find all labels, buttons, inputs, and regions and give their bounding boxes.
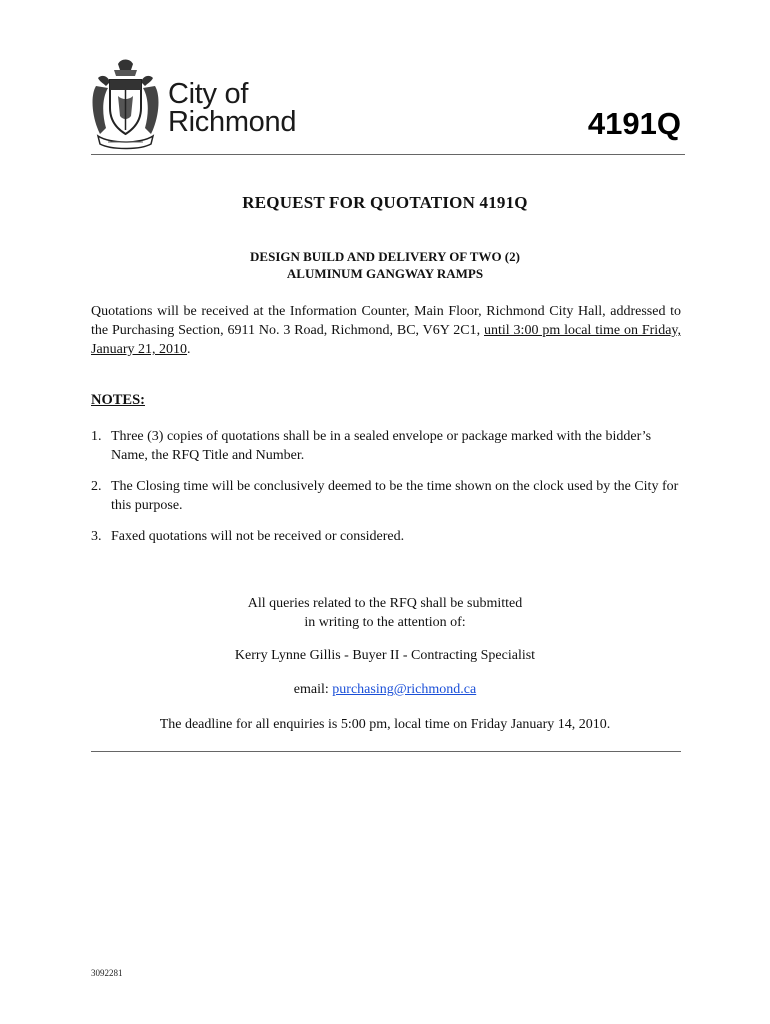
subtitle-line-2: ALUMINUM GANGWAY RAMPS (286, 266, 484, 281)
logo-line-richmond: Richmond (168, 106, 297, 138)
list-item-text: The Closing time will be conclusively deemed to be the time shown on the clock used by the City for this purpose. (111, 479, 679, 513)
list-item (91, 527, 681, 546)
document-id: 3092281 (91, 968, 123, 978)
list-item-number: 2. (91, 479, 102, 494)
intro-text: Quotations will be received at the Information Counter, Main Floor, Richmond City Hall, addressed to the Purchasing Section, 6911 No. 3 Road, Richmond, BC, V6Y 2C1, (91, 304, 681, 338)
email-link[interactable]: purchasing@richmond.ca (332, 682, 477, 697)
footer-divider (91, 751, 681, 752)
intro-deadline: until 3:00 pm local time on Friday, January 21, 2010 (91, 323, 681, 357)
email-label: email: (293, 682, 333, 697)
header-divider (91, 154, 685, 155)
contact-line-2: in writing to the attention of: (304, 615, 466, 630)
contact-instructions (0, 594, 770, 632)
page-title: REQUEST FOR QUOTATION 4191Q (242, 193, 528, 212)
coat-of-arms-icon (88, 56, 163, 152)
page-subtitle (0, 248, 770, 282)
intro-paragraph (91, 302, 681, 359)
city-logo (88, 56, 298, 156)
logo-line-city: City of (168, 78, 249, 110)
contact-person: Kerry Lynne Gillis - Buyer II - Contracting Specialist (234, 648, 536, 663)
intro-end: . (187, 342, 191, 357)
list-item (91, 477, 681, 515)
subtitle-line-1: DESIGN BUILD AND DELIVERY OF TWO (2) (250, 249, 520, 264)
enquiry-deadline: The deadline for all enquiries is 5:00 pm, local time on Friday January 14, 2010. (159, 717, 611, 732)
list-item (91, 427, 681, 465)
contact-line-1: All queries related to the RFQ shall be submitted (247, 596, 523, 611)
logo-wordmark (168, 80, 296, 136)
notes-heading: NOTES: (91, 392, 145, 408)
list-item-number: 1. (91, 429, 102, 444)
document-code: 4191Q (587, 106, 681, 141)
list-item-text: Three (3) copies of quotations shall be in a sealed envelope or package marked with the bidder’s Name, the RFQ Title and Number. (111, 429, 652, 463)
notes-list (91, 427, 681, 558)
contact-email-line (0, 680, 770, 699)
list-item-text: Faxed quotations will not be received or considered. (111, 529, 405, 544)
list-item-number: 3. (91, 529, 102, 544)
